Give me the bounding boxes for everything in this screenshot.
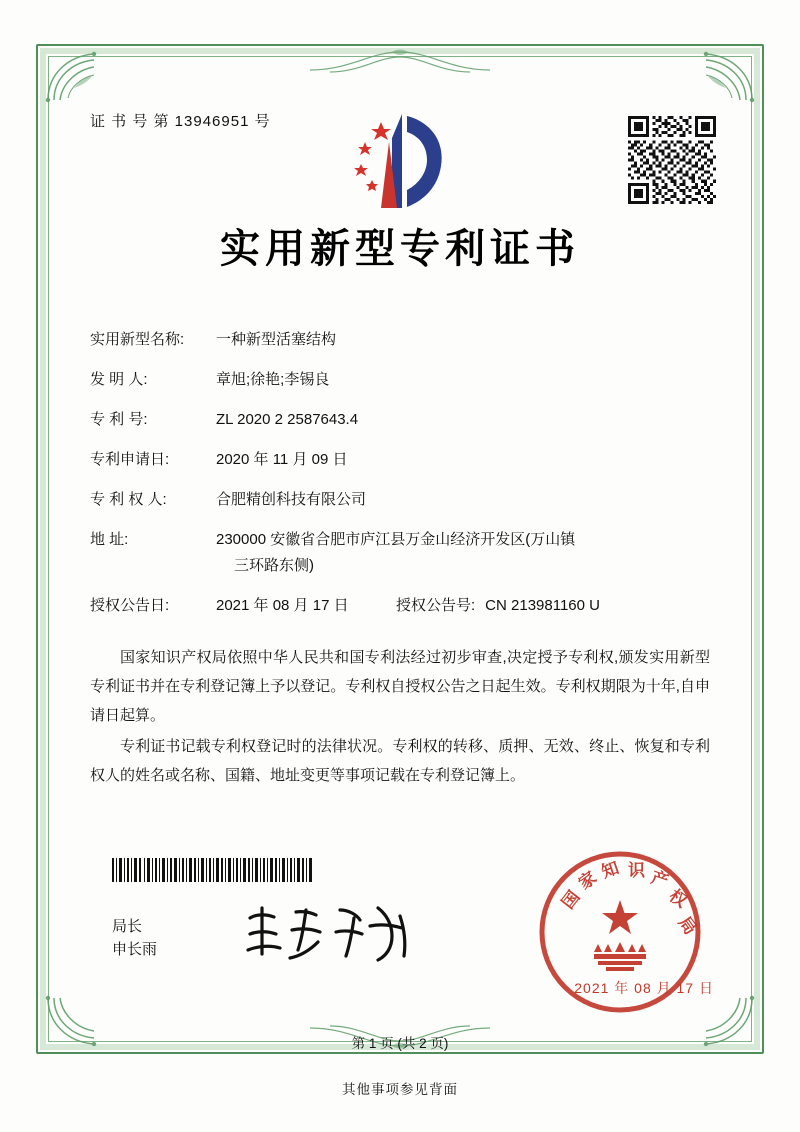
field-value: 章旭;徐艳;李锡良 — [216, 371, 330, 388]
certificate-title: 实用新型专利证书 — [220, 226, 580, 272]
handwritten-signature-icon — [240, 898, 420, 964]
svg-text:知: 知 — [599, 858, 622, 883]
paragraph-2: 专利证书记载专利权登记时的法律状况。专利权的转移、质押、无效、终止、恢复和专利权人的姓名或名称、国籍、地址变更等事项记载在专利登记簿上。 — [90, 738, 710, 784]
field-label: 地 址: — [90, 531, 129, 548]
field-value: 一种新型活塞结构 — [216, 331, 337, 348]
field-value: 2020 年 11 月 09 日 — [216, 451, 348, 468]
certificate-number: 证 书 号 第 13946951 号 — [90, 113, 271, 130]
footnote: 其他事项参见背面 — [342, 1082, 458, 1097]
field-row-grant-publication — [90, 598, 710, 613]
legal-paragraphs — [90, 643, 710, 790]
svg-text:识: 识 — [628, 861, 645, 881]
field-value: 合肥精创科技有限公司 — [216, 491, 367, 508]
field-value-grant-date: 2021 年 08 月 17 日 — [216, 597, 349, 614]
page-number: 第 1 页 (共 2 页) — [351, 1036, 449, 1051]
svg-text:家: 家 — [575, 867, 601, 895]
field-label: 专 利 权 人: — [90, 491, 167, 508]
field-row-patentee — [90, 492, 710, 507]
field-label: 专利申请日: — [90, 451, 170, 468]
address-line-2: 三环路东侧) — [234, 557, 314, 574]
svg-text:权: 权 — [665, 885, 691, 913]
svg-text:产: 产 — [648, 867, 671, 893]
field-label-grant-number: 授权公告号: — [396, 597, 476, 614]
barcode — [112, 858, 312, 882]
field-row-address — [90, 532, 710, 573]
field-label: 实用新型名称: — [90, 331, 185, 348]
field-row-patent-number — [90, 412, 710, 427]
field-value: ZL 2020 2 2587643.4 — [216, 411, 359, 428]
field-label-grant-date: 授权公告日: — [90, 597, 170, 614]
svg-text:国: 国 — [558, 887, 585, 914]
director-role-label: 局长 — [112, 918, 143, 935]
paragraph-1: 国家知识产权局依照中华人民共和国专利法经过初步审查,决定授予专利权,颁发实用新型专利证书并在专利登记簿上予以登记。专利权自授权公告之日起生效。专利权期限为十年,自申请日起算。 — [90, 649, 710, 724]
corner-flourish-icon — [44, 50, 118, 104]
field-row-utility-model-name — [90, 332, 710, 347]
director-name-label: 申长雨 — [112, 941, 158, 958]
field-value-grant-number: CN 213981160 U — [485, 597, 600, 614]
field-label: 专 利 号: — [90, 411, 148, 428]
field-row-inventors — [90, 372, 710, 387]
corner-flourish-icon — [682, 50, 756, 104]
seal-date: 2021 年 08 月 17 日 — [574, 980, 714, 996]
svg-text:局: 局 — [673, 913, 701, 939]
field-value — [216, 532, 710, 573]
certificate-fields — [90, 332, 710, 613]
field-row-application-date — [90, 452, 710, 467]
address-line-1: 230000 安徽省合肥市庐江县万金山经济开发区(万山镇 — [216, 531, 576, 548]
signature-block — [112, 915, 157, 961]
field-label: 发 明 人: — [90, 371, 148, 388]
certificate-content — [90, 110, 710, 792]
top-edge-ornament-icon — [310, 48, 490, 79]
